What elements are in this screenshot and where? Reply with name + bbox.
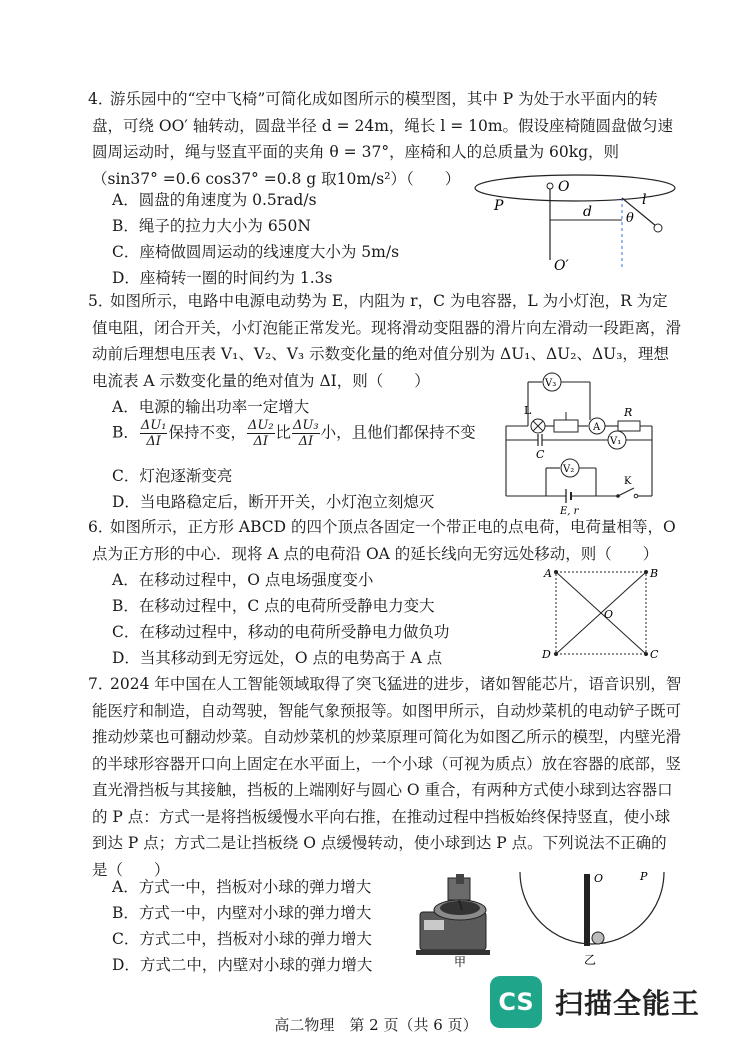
option-b-prefix: B． <box>112 423 139 442</box>
option-d: D．当电路稳定后，断开开关，小灯泡立刻熄灭 <box>112 493 435 511</box>
option-a: A．电源的输出功率一定增大 <box>112 398 310 416</box>
option-d: D．当其移动到无穷远处，O 点的电势高于 A 点 <box>112 649 443 667</box>
label-o: O <box>594 872 604 885</box>
page-footer: 高二物理 第 2 页（共 6 页） <box>274 1016 478 1034</box>
option-b: B．绳子的拉力大小为 650N <box>112 217 311 235</box>
label-a: A <box>593 422 601 433</box>
q7-bowl-figure <box>512 864 672 970</box>
cooking-machine-picture <box>412 872 502 968</box>
question-stem: 如图所示，正方形 ABCD 的四个顶点各固定一个带正电的点电荷，电荷量相等，O 点为正方形的中心．现将 A 点的电荷沿 OA 的延长线向无穷远处移动，则（ ） <box>92 518 676 563</box>
label-r: R <box>624 406 633 419</box>
option-c: C．方式二中，挡板对小球的弹力增大 <box>112 930 372 948</box>
question-number: 6． <box>88 518 114 536</box>
label-c: C <box>536 448 545 461</box>
label-v2: V₂ <box>563 464 575 475</box>
label-p: P <box>640 870 648 883</box>
q4-figure <box>470 168 680 278</box>
switch-k <box>618 488 634 496</box>
q5-circuit-figure <box>500 368 660 518</box>
q6-square-figure <box>540 562 660 664</box>
option-b-text: 保持不变， <box>168 423 246 442</box>
option-a: A．圆盘的角速度为 0.5rad/s <box>112 191 317 209</box>
option-c: C．座椅做圆周运动的线速度大小为 5m/s <box>112 243 400 261</box>
fraction-numerator: ΔU₂ <box>247 418 274 433</box>
resistor-r <box>618 421 640 431</box>
fraction-numerator: ΔU₁ <box>140 418 167 433</box>
label-c: C <box>650 648 659 661</box>
camscanner-logo-icon: CS <box>490 976 542 1028</box>
label-o: O <box>558 179 570 195</box>
question-stem: 游乐园中的“空中飞椅”可简化成如图所示的模型图，其中 P 为处于水平面内的转盘，可绕 OO′ 轴转动，圆盘半径 d = 24m，绳长 l = 10m。假设座椅随圆盘做匀速圆周运动时，绳与竖直平面的夹角 θ = 37°，座椅和人的总质量为 60kg，则（sin37° =0.6 cos37° =0.8 g 取10m/s²）（ ） <box>92 90 674 188</box>
option-a: A．在移动过程中，O 点电场强度变小 <box>112 571 374 589</box>
question-number: 4． <box>88 90 114 108</box>
option-b-text: 比 <box>275 423 292 442</box>
option-c: C．灯泡逐渐变亮 <box>112 467 233 485</box>
fraction-du1 <box>140 418 168 449</box>
option-b-text: 小，且他们都保持不变 <box>320 423 476 442</box>
option-b: B．方式一中，内壁对小球的弹力增大 <box>112 904 372 922</box>
option-c: C．在移动过程中，移动的电荷所受静电力做负功 <box>112 623 450 641</box>
rheostat <box>554 420 578 432</box>
question-number: 5． <box>88 292 114 310</box>
fraction-denominator: ΔI <box>298 434 314 449</box>
label-o-prime: O′ <box>554 258 569 274</box>
fraction-denominator: ΔI <box>146 434 161 449</box>
label-yi: 乙 <box>584 953 597 967</box>
label-p: P <box>494 198 504 214</box>
vertical-board <box>584 874 590 946</box>
label-d: D <box>542 648 551 661</box>
label-b: B <box>650 567 659 580</box>
label-k: K <box>624 476 632 487</box>
option-a: A．方式一中，挡板对小球的弹力增大 <box>112 878 372 896</box>
small-ball <box>592 932 604 944</box>
option-b <box>112 418 476 449</box>
fraction-denominator: ΔI <box>253 434 269 449</box>
label-jia: 甲 <box>454 955 467 968</box>
seat <box>654 224 662 232</box>
center-point <box>547 183 553 189</box>
option-d: D．座椅转一圈的时间约为 1.3s <box>112 269 333 287</box>
label-l: l <box>642 192 647 208</box>
watermark-text: 扫描全能王 <box>555 987 701 1020</box>
label-v1: V₁ <box>610 436 622 447</box>
question-stem: 2024 年中国在人工智能领域取得了突飞猛进的进步，诸如智能芯片，语音识别，智能医疗和制造，自动驾驶，智能气象预报等。如图甲所示，自动炒菜机的电动铲子既可推动炒菜也可翻动炒菜。自动炒菜机的炒菜原理可简化为如图乙所示的模型，内壁光滑的半球形容器开口向上固定在水平面上，一个小球（可视为质点）放在容器的底部，竖直光滑挡板与其接触，挡板的上端刚好与圆心 O 重合，有两种方式使小球到达容器口的 P 点：方式一是将挡板缓慢水平向右推，在推动过程中挡板始终保持竖直，使小球到达 P 点；方式二是让挡板绕 O 点缓慢转动，使小球到达 P 点。下列说法不正确的是（ ） <box>92 675 682 879</box>
option-b: B．在移动过程中，C 点的电荷所受静电力变大 <box>112 597 435 615</box>
label-v3: V₃ <box>545 378 557 389</box>
fraction-du2 <box>247 418 275 449</box>
label-d: d <box>583 204 592 220</box>
label-l: L <box>524 404 532 417</box>
question-stem: 如图所示，电路中电源电动势为 E，内阻为 r，C 为电容器，L 为小灯泡，R 为定值电阻，闭合开关，小灯泡能正常发光。现将滑动变阻器的滑片向左滑动一段距离，滑动前后理想电压表 V₁、V₂、V₃ 示数变化量的绝对值分别为 ΔU₁、ΔU₂、ΔU₃，理想电流表 A 示数变化量的绝对值为 ΔI，则（ ） <box>92 292 682 390</box>
question-7 <box>88 671 682 883</box>
question-6 <box>88 514 682 567</box>
label-o: O <box>604 608 614 621</box>
option-d: D．方式二中，内壁对小球的弹力增大 <box>112 956 373 974</box>
fraction-du3 <box>292 418 320 449</box>
fraction-numerator: ΔU₃ <box>293 418 319 433</box>
label-theta: θ <box>626 211 634 226</box>
label-er: E, r <box>560 506 579 517</box>
question-number: 7． <box>88 675 114 693</box>
label-a: A <box>544 567 552 580</box>
